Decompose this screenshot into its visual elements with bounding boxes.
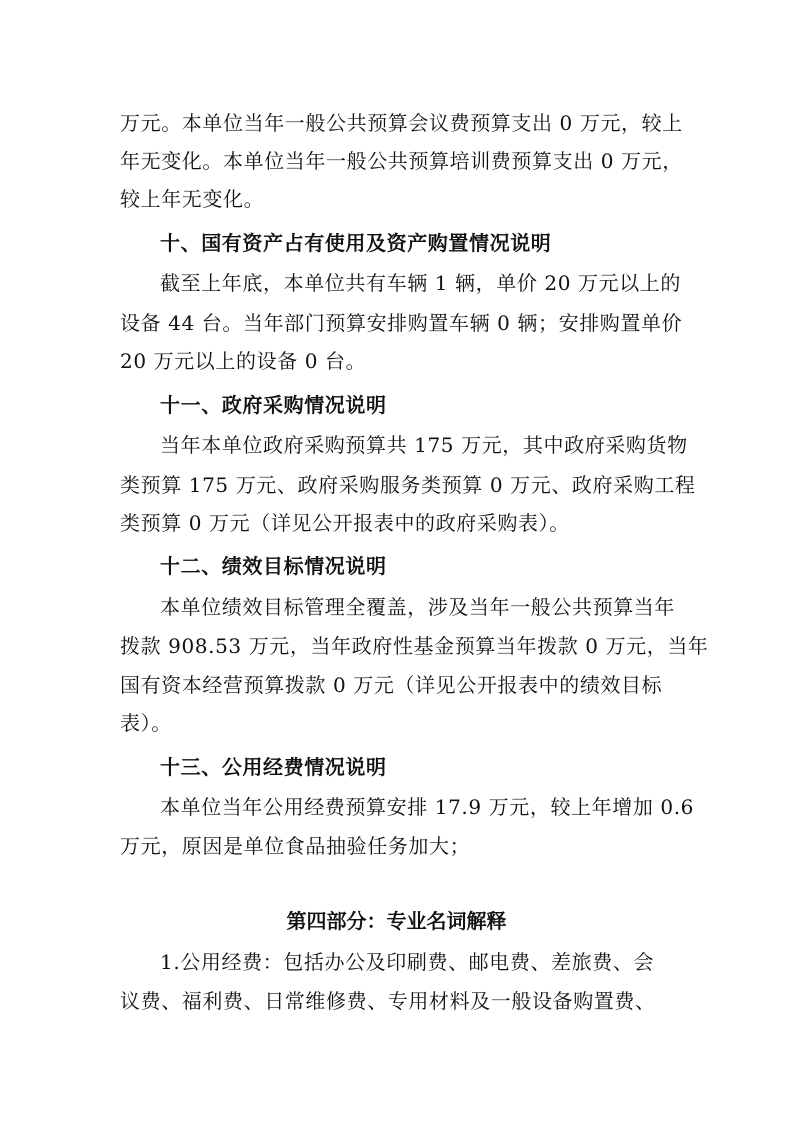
section-heading-public-funds: 十三、公用经费情况说明 xyxy=(160,755,387,779)
body-line: 类预算 175 万元、政府采购服务类预算 0 万元、政府采购工程 xyxy=(120,473,696,497)
body-line: 20 万元以上的设备 0 台。 xyxy=(120,349,367,373)
body-line: 当年本单位政府采购预算共 175 万元，其中政府采购货物 xyxy=(160,433,688,457)
body-line: 议费、福利费、日常维修费、专用材料及一般设备购置费、 xyxy=(120,989,656,1013)
body-line: 本单位当年公用经费预算安排 17.9 万元，较上年增加 0.6 xyxy=(160,795,695,819)
body-line: 截至上年底，本单位共有车辆 1 辆，单价 20 万元以上的 xyxy=(160,271,682,295)
body-line: 万元。本单位当年一般公共预算会议费预算支出 0 万元，较上 xyxy=(120,111,683,135)
body-line: 万元，原因是单位食品抽验任务加大； xyxy=(120,834,471,858)
body-line: 1.公用经费：包括办公及印刷费、邮电费、差旅费、会 xyxy=(160,950,655,974)
section-heading-procurement: 十一、政府采购情况说明 xyxy=(160,393,387,417)
body-line: 年无变化。本单位当年一般公共预算培训费预算支出 0 万元， xyxy=(120,149,683,173)
part-four-title: 第四部分：专业名词解释 xyxy=(286,909,507,933)
body-line: 拨款 908.53 万元，当年政府性基金预算当年拨款 0 万元，当年 xyxy=(120,634,709,658)
body-line: 设备 44 台。当年部门预算安排购置车辆 0 辆；安排购置单价 xyxy=(120,311,683,335)
body-line: 国有资本经营预算拨款 0 万元（详见公开报表中的绩效目标 xyxy=(120,673,663,697)
body-line: 类预算 0 万元（详见公开报表中的政府采购表）。 xyxy=(120,511,570,535)
body-line: 本单位绩效目标管理全覆盖，涉及当年一般公共预算当年 xyxy=(160,595,675,619)
section-heading-performance: 十二、绩效目标情况说明 xyxy=(160,554,387,578)
section-heading-assets: 十、国有资产占有使用及资产购置情况说明 xyxy=(160,231,552,255)
body-line: 较上年无变化。 xyxy=(120,187,265,211)
body-line: 表）。 xyxy=(120,711,172,735)
